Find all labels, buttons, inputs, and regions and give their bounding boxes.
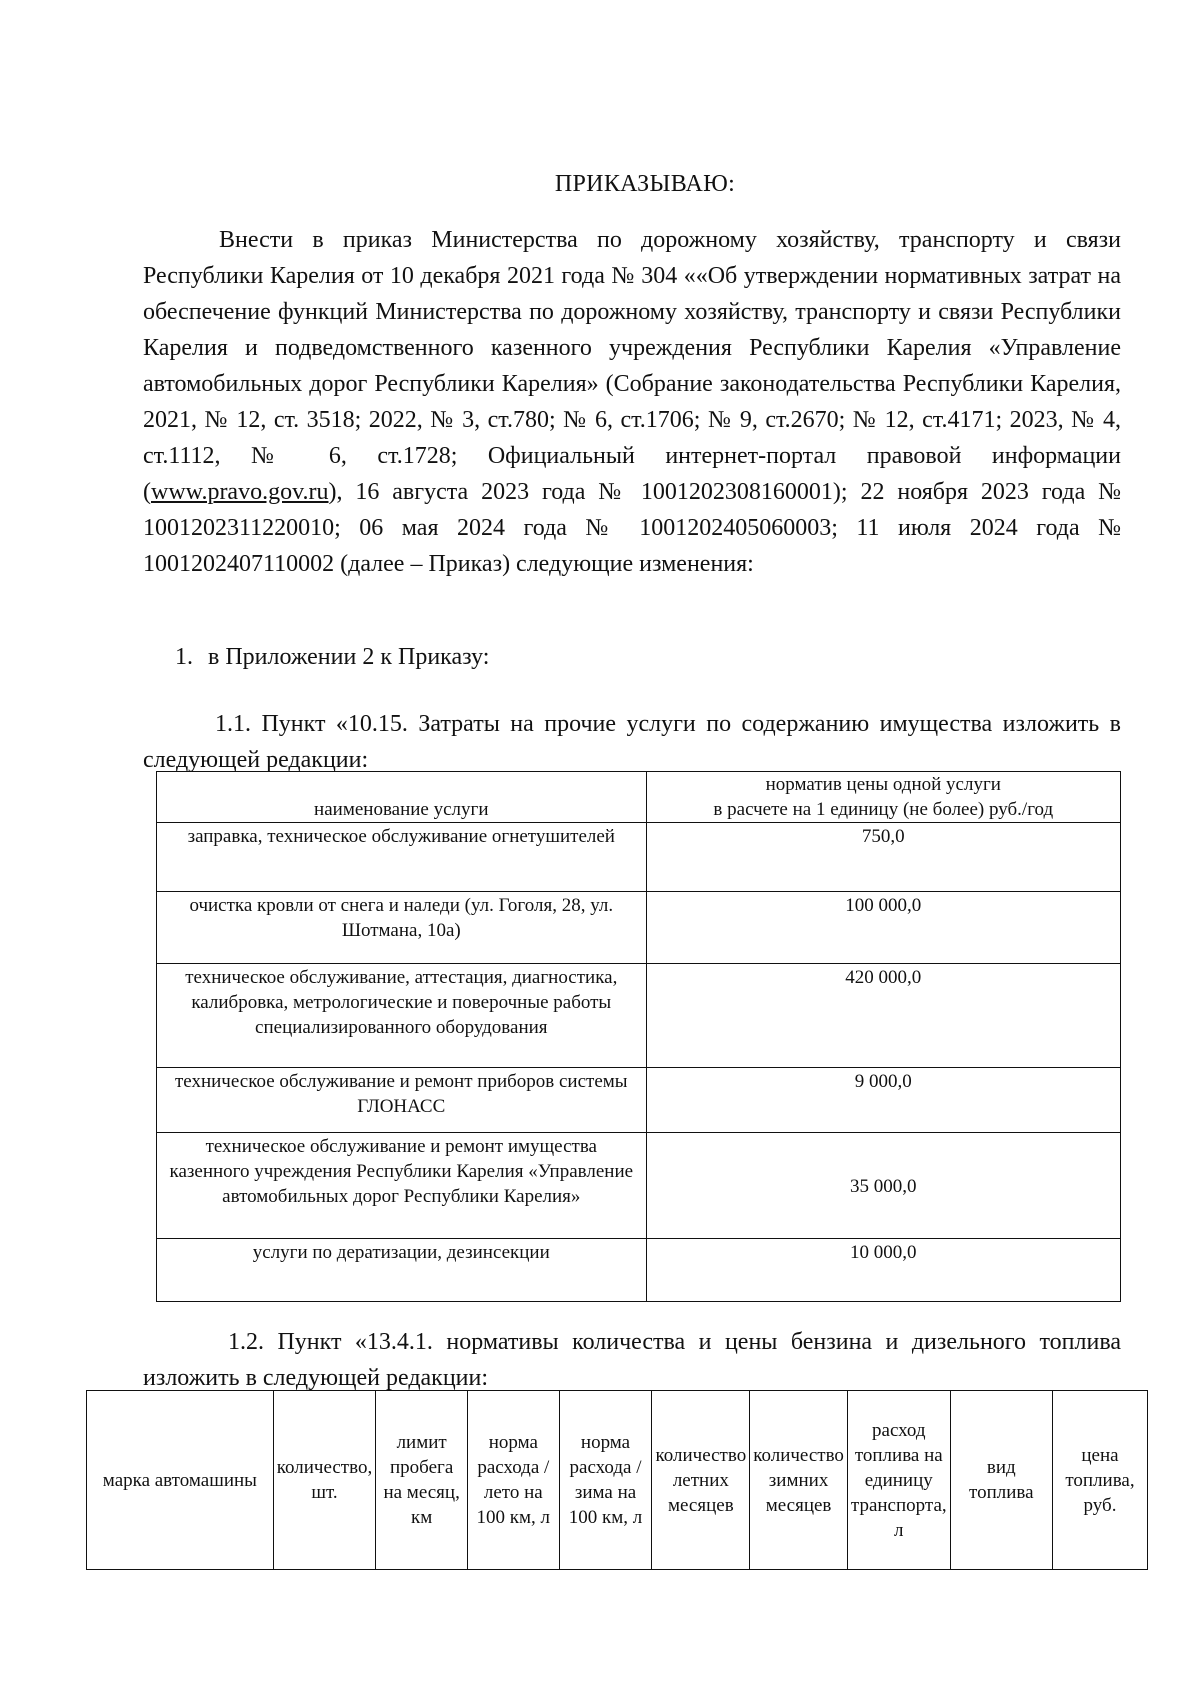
header-summer-rate: норма расхода / лето на 100 км, л [468, 1391, 559, 1570]
service-price-cell: 35 000,0 [646, 1133, 1120, 1239]
order-heading: ПРИКАЗЫВАЮ: [554, 171, 736, 197]
header-price-norm [646, 772, 1120, 823]
table-row [157, 1068, 1121, 1133]
list-item-1 [175, 639, 489, 675]
header-car-brand: марка автомашины [87, 1391, 274, 1570]
table-row [157, 1239, 1121, 1302]
fuel-table-header-row [87, 1391, 1148, 1570]
list-item-1-text: в Приложении 2 к Приказу: [208, 644, 490, 670]
service-name-cell: услуги по дератизации, дезинсекции [157, 1239, 647, 1302]
subitem-1-1: 1.1. Пункт «10.15. Затраты на прочие услуги по содержанию имущества изложить в следующей редакции: [143, 711, 1121, 773]
service-name-cell: техническое обслуживание и ремонт приборов системы ГЛОНАСС [157, 1068, 647, 1133]
header-winter-rate: норма расхода / зима на 100 км, л [559, 1391, 652, 1570]
service-price-cell: 9 000,0 [646, 1068, 1120, 1133]
header-summer-months: количество летних месяцев [652, 1391, 750, 1570]
header-quantity: количество, шт. [273, 1391, 375, 1570]
services-table-header-row [157, 772, 1121, 823]
header-fuel-type: вид топлива [950, 1391, 1052, 1570]
table-row [157, 964, 1121, 1068]
header-mileage-limit: лимит пробега на месяц, км [376, 1391, 468, 1570]
header-fuel-consumption: расход топлива на единицу транспорта, л [847, 1391, 950, 1570]
intro-text-after-link: ), 16 августа 2023 года № 1001202308160001); 22 ноября 2023 года № 1001202311220010; 06 мая 2024 года № 1001202405060003; 11 июля 2024 года № 1001202407110002 (далее – Приказ) следующие изменения: [143, 479, 1121, 577]
services-table [156, 771, 1121, 1302]
header-winter-months: количество зимних месяцев [750, 1391, 848, 1570]
table-row [157, 1133, 1121, 1239]
service-price-cell: 750,0 [646, 823, 1120, 892]
service-name-cell: техническое обслуживание и ремонт имущества казенного учреждения Республики Карелия «Управление автомобильных дорог Республики Карелия» [157, 1133, 647, 1239]
intro-paragraph [143, 222, 1121, 582]
table-row [157, 892, 1121, 964]
service-price-cell: 10 000,0 [646, 1239, 1120, 1302]
header-price-line2: в расчете на 1 единицу (не более) руб./год [713, 799, 1054, 820]
service-price-cell: 100 000,0 [646, 892, 1120, 964]
header-fuel-price: цена топлива, руб. [1052, 1391, 1147, 1570]
fuel-norms-table [86, 1390, 1148, 1570]
header-service-name: наименование услуги [157, 772, 647, 823]
list-item-1-number: 1. [175, 644, 193, 670]
service-name-cell: очистка кровли от снега и наледи (ул. Гоголя, 28, ул. Шотмана, 10а) [157, 892, 647, 964]
service-price-cell: 420 000,0 [646, 964, 1120, 1068]
service-name-cell: техническое обслуживание, аттестация, диагностика, калибровка, метрологические и поверочные работы специализированного оборудования [157, 964, 647, 1068]
service-name-cell: заправка, техническое обслуживание огнетушителей [157, 823, 647, 892]
pravo-gov-link[interactable]: www.pravo.gov.ru [151, 479, 329, 505]
table-row [157, 823, 1121, 892]
header-price-line1: норматив цены одной услуги [765, 774, 1001, 795]
intro-text-before-link: Внести в приказ Министерства по дорожному хозяйству, транспорту и связи Республики Карелия от 10 декабря 2021 года № 304 ««Об утверждении нормативных затрат на обеспечение функций Министерства по дорожному хозяйству, транспорту и связи Республики Карелия и подведомственного казенного учреждения Республики Карелия «Управление автомобильных дорог Республики Карелия» (Собрание законодательства Республики Карелия, 2021, № 12, ст. 3518; 2022, № 3, ст.780; № 6, ст.1706; № 9, ст.2670; № 12, ст.4171; 2023, № 4, ст.1112, № 6, ст.1728; Официальный интернет-портал правовой информации ( [143, 227, 1121, 505]
subitem-1-2: 1.2. Пункт «13.4.1. нормативы количества и цены бензина и дизельного топлива изложить в следующей редакции: [143, 1329, 1121, 1391]
